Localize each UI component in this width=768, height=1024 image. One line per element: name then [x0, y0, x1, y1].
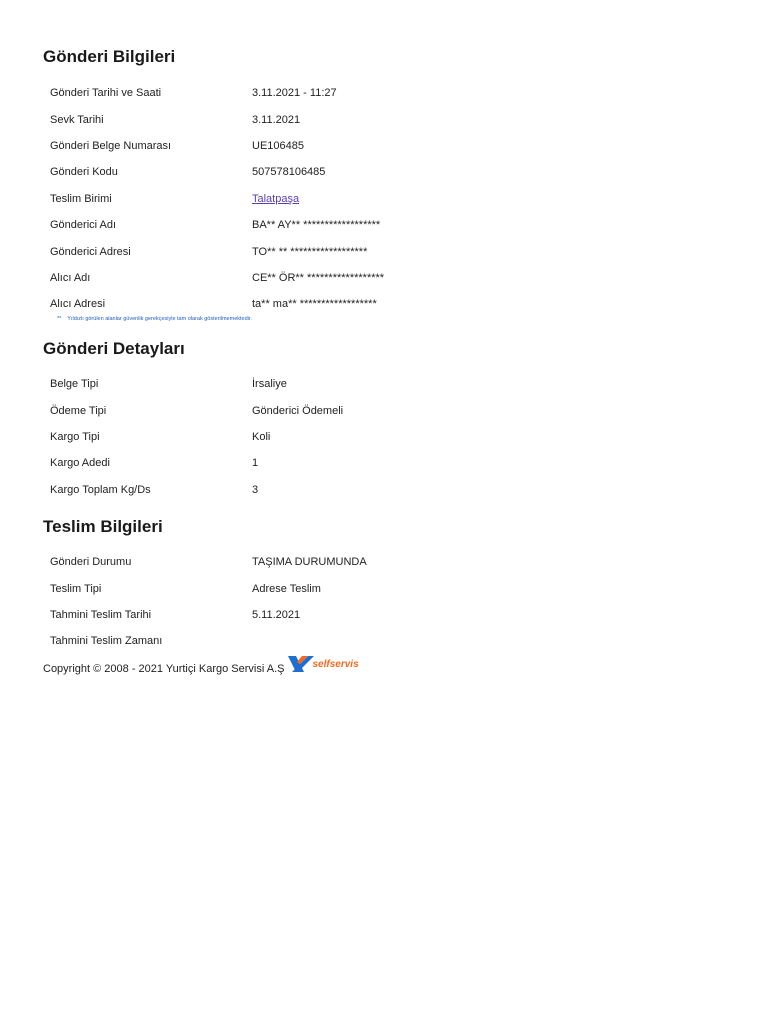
row-label: Gönderi Durumu [50, 556, 132, 569]
shipment-info-table [50, 80, 700, 318]
note-stars: ** [57, 316, 62, 322]
row-value: BA** AY** ****************** [252, 219, 381, 232]
row-value: ta** ma** ****************** [252, 298, 377, 311]
table-row [50, 238, 700, 264]
row-label: Gönderici Adresi [50, 245, 131, 258]
shipment-details-table [50, 371, 700, 503]
table-row [50, 424, 700, 450]
footer [43, 655, 359, 675]
table-row [50, 291, 700, 317]
table-row [50, 397, 700, 423]
table-row [50, 549, 700, 575]
row-label: Gönderi Tarihi ve Saati [50, 87, 162, 100]
row-label: Gönderici Adı [50, 219, 117, 232]
row-label: Alıcı Adı [50, 271, 91, 284]
row-value: İrsaliye [252, 378, 287, 391]
delivery-info-table [50, 549, 700, 655]
row-value: 1 [252, 457, 259, 470]
table-row [50, 80, 700, 106]
row-value: 3.11.2021 - 11:27 [252, 87, 337, 100]
row-value: TO** ** ****************** [252, 245, 368, 258]
row-label: Kargo Toplam Kg/Ds [50, 483, 151, 496]
table-row [50, 159, 700, 185]
row-label: Alıcı Adresi [50, 298, 106, 311]
row-value: Koli [252, 430, 271, 443]
delivery-branch-link[interactable]: Talatpaşa [252, 192, 300, 205]
table-row [50, 477, 700, 503]
table-row [50, 371, 700, 397]
row-label: Teslim Tipi [50, 582, 102, 595]
table-row [50, 186, 700, 212]
row-value: Gönderici Ödemeli [252, 404, 344, 417]
row-value: Adrese Teslim [252, 582, 321, 595]
row-label: Ödeme Tipi [50, 404, 107, 417]
row-label: Teslim Birimi [50, 192, 112, 205]
row-value: 3 [252, 483, 259, 496]
row-label: Tahmini Teslim Tarihi [50, 608, 152, 621]
table-row [50, 575, 700, 601]
row-value: UE106485 [252, 139, 304, 152]
row-label: Gönderi Belge Numarası [50, 139, 172, 152]
row-label: Sevk Tarihi [50, 113, 104, 126]
table-row [50, 133, 700, 159]
table-row [50, 265, 700, 291]
table-row [50, 106, 700, 132]
note-text: Yıldızlı görülen alanlar güvenlik gerekçesiyle tam olarak gösterilmemektedir. [67, 316, 252, 322]
row-label: Kargo Adedi [50, 457, 110, 470]
shipment-details-heading: Gönderi Detayları [43, 339, 185, 358]
selfservis-logo [286, 654, 358, 674]
logo-text: selfservis [312, 658, 359, 670]
table-row [50, 602, 700, 628]
row-value: 5.11.2021 [252, 608, 301, 621]
masked-fields-note [57, 316, 252, 322]
copyright-text: Copyright © 2008 - 2021 Yurtiçi Kargo Servisi A.Ş [43, 663, 285, 675]
row-label: Gönderi Kodu [50, 166, 118, 179]
row-value: 3.11.2021 [252, 113, 301, 126]
table-row [50, 450, 700, 476]
table-row [50, 212, 700, 238]
row-value: 507578106485 [252, 166, 326, 179]
delivery-info-heading: Teslim Bilgileri [43, 517, 163, 536]
table-row [50, 628, 700, 654]
row-label: Tahmini Teslim Zamanı [50, 635, 163, 648]
row-label: Kargo Tipi [50, 430, 100, 443]
row-label: Belge Tipi [50, 378, 99, 391]
row-value: TAŞIMA DURUMUNDA [252, 556, 367, 569]
shipment-info-heading: Gönderi Bilgileri [43, 47, 176, 66]
row-value: CE** ÖR** ****************** [252, 271, 385, 284]
